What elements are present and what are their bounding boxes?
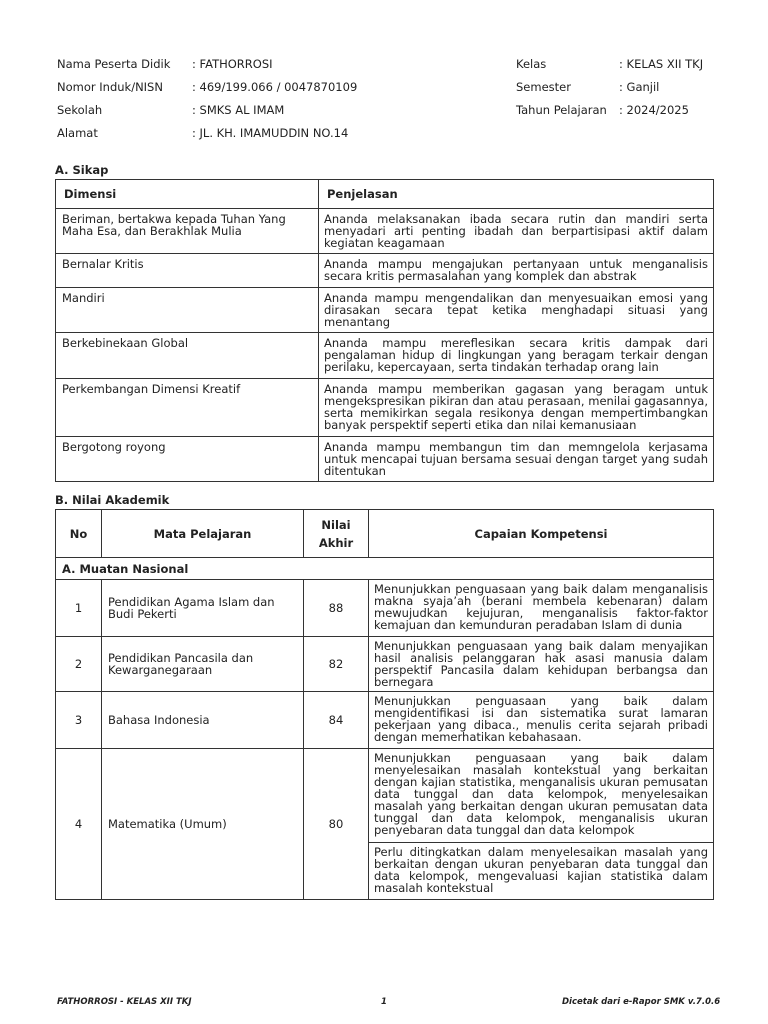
no-cell: 4 — [56, 749, 102, 900]
table-row — [56, 288, 714, 333]
footer-student: FATHORROSI - KELAS XII TKJ — [57, 997, 192, 1007]
capaian-cell-improve: Perlu ditingkatkan dalam menyelesaikan masalah yang berkaitan dengan ukuran penyebaran data tunggal dan data kelompok, mengevaluasi kajian statistika dalam masalah kontekstual — [369, 843, 714, 900]
nis-label: Nomor Induk/NISN — [57, 80, 163, 94]
col-mapel: Mata Pelajaran — [102, 510, 304, 558]
group-row — [56, 558, 714, 580]
table-row — [56, 637, 714, 692]
penjelasan-cell: Ananda mampu membangun tim dan memngelola kerjasama untuk mencapai tujuan bersama sesuai dengan target yang sudah ditentukan — [319, 437, 714, 482]
nilai-cell: 82 — [304, 637, 369, 692]
table-row — [56, 254, 714, 288]
section-nilai-title: B. Nilai Akademik — [55, 493, 170, 507]
penjelasan-cell: Ananda melaksanakan ibada secara rutin dan mandiri serta menyadari arti penting ibadah dan berpartisipasi aktif dalam kegiatan keagamaan — [319, 209, 714, 254]
nilai-cell: 80 — [304, 749, 369, 900]
capaian-cell: Menunjukkan penguasaan yang baik dalam menyajikan hasil analisis pelanggaran hak asasi manusia dalam perspektif Pancasila dalam kehidupan berbangsa dan bernegara — [369, 637, 714, 692]
nilai-header-row — [56, 510, 714, 558]
footer-page-number: 1 — [381, 997, 387, 1007]
mapel-cell: Matematika (Umum) — [102, 749, 304, 900]
mapel-cell: Bahasa Indonesia — [102, 692, 304, 749]
table-row — [56, 209, 714, 254]
table-row — [56, 379, 714, 437]
no-cell: 1 — [56, 580, 102, 637]
dimensi-cell: Berkebinekaan Global — [56, 333, 319, 379]
section-sikap-title: A. Sikap — [55, 163, 109, 177]
table-row — [56, 580, 714, 637]
school-value: : SMKS AL IMAM — [192, 103, 285, 117]
name-value: : FATHORROSI — [192, 57, 273, 71]
table-row — [56, 749, 714, 843]
table-row — [56, 692, 714, 749]
nilai-table — [55, 509, 714, 900]
col-capaian: Capaian Kompetensi — [369, 510, 714, 558]
class-value: : KELAS XII TKJ — [619, 57, 704, 71]
year-label: Tahun Pelajaran — [516, 103, 607, 117]
no-cell: 3 — [56, 692, 102, 749]
nis-value: : 469/199.066 / 0047870109 — [192, 80, 358, 94]
col-no: No — [56, 510, 102, 558]
dimensi-cell: Perkembangan Dimensi Kreatif — [56, 379, 319, 437]
col-nilai: Nilai Akhir — [304, 510, 369, 558]
penjelasan-cell: Ananda mampu mengendalikan dan menyesuaikan emosi yang dirasakan secara tepat ketika menghadapi situasi yang menantang — [319, 288, 714, 333]
col-dimensi: Dimensi — [56, 180, 319, 209]
no-cell: 2 — [56, 637, 102, 692]
dimensi-cell: Bernalar Kritis — [56, 254, 319, 288]
semester-label: Semester — [516, 80, 571, 94]
mapel-cell: Pendidikan Agama Islam dan Budi Pekerti — [102, 580, 304, 637]
sikap-header-row — [56, 180, 714, 209]
table-row — [56, 333, 714, 379]
footer-printed-by: Dicetak dari e-Rapor SMK v.7.0.6 — [562, 997, 721, 1007]
penjelasan-cell: Ananda mampu mereflesikan secara kritis dampak dari pengalaman hidup di lingkungan yang beragam terkair dengan perilaku, kepercayaan, serta tindakan terhadap orang lain — [319, 333, 714, 379]
semester-value: : Ganjil — [619, 80, 660, 94]
sikap-table — [55, 179, 714, 482]
nilai-cell: 84 — [304, 692, 369, 749]
address-value: : JL. KH. IMAMUDDIN NO.14 — [192, 126, 349, 140]
mapel-cell: Pendidikan Pancasila dan Kewarganegaraan — [102, 637, 304, 692]
group-muatan-nasional: A. Muatan Nasional — [56, 558, 714, 580]
capaian-cell: Menunjukkan penguasaan yang baik dalam menyelesaikan masalah kontekstual yang berkaitan dengan kajian statistika, menganalisis ukuran pemusatan data tunggal dan data kelompok, menyelesaikan masalah yang berkaitan dengan ukuran pemusatan data tunggal dan data kelompok, menganalisis ukuran penyebaran data tunggal dan data kelompok — [369, 749, 714, 843]
dimensi-cell: Beriman, bertakwa kepada Tuhan Yang Maha Esa, dan Berakhlak Mulia — [56, 209, 319, 254]
dimensi-cell: Mandiri — [56, 288, 319, 333]
name-label: Nama Peserta Didik — [57, 57, 171, 71]
table-row — [56, 437, 714, 482]
school-label: Sekolah — [57, 103, 103, 117]
address-label: Alamat — [57, 126, 98, 140]
nilai-cell: 88 — [304, 580, 369, 637]
year-value: : 2024/2025 — [619, 103, 689, 117]
capaian-cell: Menunjukkan penguasaan yang baik dalam mengidentifikasi isi dan sistematika surat lamaran pekerjaan yang dibaca., menulis cerita sejarah pribadi dengan memerhatikan kebahasaan. — [369, 692, 714, 749]
class-label: Kelas — [516, 57, 547, 71]
penjelasan-cell: Ananda mampu mengajukan pertanyaan untuk menganalisis secara kritis permasalahan yang komplek dan abstrak — [319, 254, 714, 288]
penjelasan-cell: Ananda mampu memberikan gagasan yang beragam untuk mengekspresikan pikiran dan atau perasaan, menilai gagasannya, serta memikirkan segala resikonya dengan mempertimbangkan banyak perspektif seperti etika dan nilai kemanusiaan — [319, 379, 714, 437]
capaian-cell: Menunjukkan penguasaan yang baik dalam menganalisis makna syaja’ah (berani membela kebenaran) dalam mewujudkan kejujuran, menganalisis faktor-faktor kemajuan dan kemunduran peradaban Islam di dunia — [369, 580, 714, 637]
dimensi-cell: Bergotong royong — [56, 437, 319, 482]
col-penjelasan: Penjelasan — [319, 180, 714, 209]
